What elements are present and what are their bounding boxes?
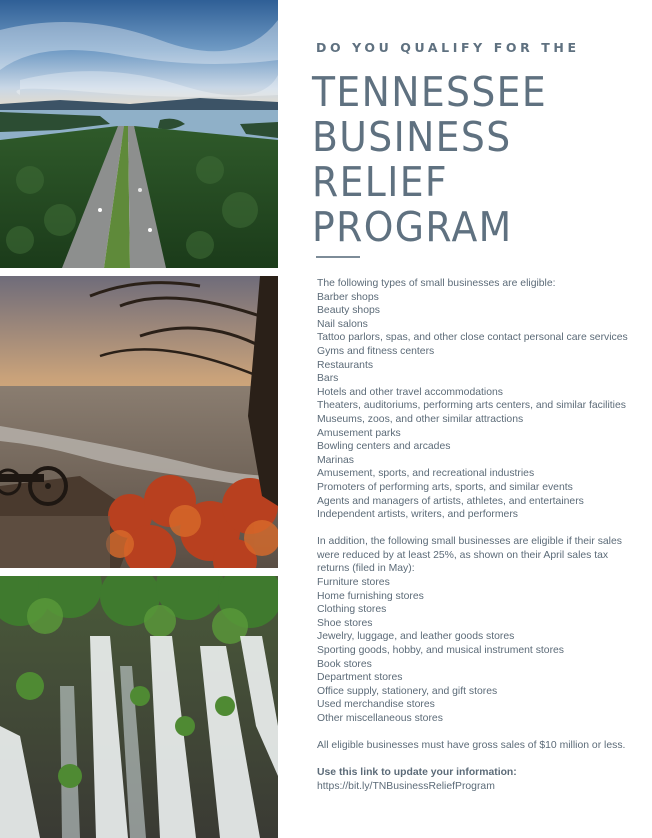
list-item: Beauty shops	[317, 305, 380, 317]
list-item: Agents and managers of artists, athletes, and entertainers	[317, 495, 584, 507]
list-item: Other miscellaneous stores	[317, 713, 443, 724]
list-item: Sporting goods, hobby, and musical instrument stores	[317, 645, 565, 657]
list-item: Clothing stores	[317, 604, 387, 616]
list-item: Amusement parks	[317, 427, 401, 439]
list-item: Book stores	[317, 658, 372, 670]
list-item: Restaurants	[317, 359, 374, 371]
list-item: Marinas	[317, 454, 354, 466]
list-item: Furniture stores	[317, 577, 390, 589]
relief-program-link[interactable]: https://bit.ly/TNBusinessReliefProgram	[317, 780, 495, 792]
list-item: Office supply, stationery, and gift stores	[317, 685, 498, 697]
list-item: Jewelry, luggage, and leather goods stores	[317, 631, 515, 643]
eligibility-body	[317, 277, 647, 794]
title-line: TENNESSEE	[312, 68, 548, 116]
list-item: Home furnishing stores	[317, 590, 424, 602]
link-label: Use this link to update your information:	[317, 767, 517, 779]
list-item: Independent artists, writers, and performers	[317, 509, 518, 521]
list-item: Bars	[317, 373, 339, 385]
list-item: Bowling centers and arcades	[317, 441, 451, 453]
list-item: Tattoo parlors, spas, and other close contact personal care services	[317, 332, 628, 344]
gross-sales-note: All eligible businesses must have gross sales of $10 million or less.	[317, 740, 626, 752]
waterfall-photo	[0, 576, 278, 838]
title-line: RELIEF	[312, 158, 449, 206]
eyebrow-heading: DO YOU QUALIFY FOR THE	[316, 40, 580, 55]
highway-aerial-photo	[0, 0, 278, 268]
list-item: Amusement, sports, and recreational industries	[317, 468, 535, 480]
section2-intro-line: In addition, the following small businesses are eligible if their sales	[317, 536, 622, 548]
title-line: PROGRAM	[312, 203, 513, 251]
program-title	[312, 70, 568, 250]
title-line: BUSINESS	[312, 113, 512, 161]
list-item: Hotels and other travel accommodations	[317, 386, 503, 398]
section1-intro: The following types of small businesses are eligible:	[317, 278, 556, 289]
overlook-sunset-photo	[0, 276, 278, 568]
list-item: Gyms and fitness centers	[317, 345, 435, 357]
list-item: Department stores	[317, 672, 403, 684]
list-item: Used merchandise stores	[317, 699, 435, 711]
list-item: Nail salons	[317, 318, 368, 330]
list-item: Museums, zoos, and other similar attractions	[317, 413, 524, 425]
list-item: Barber shops	[317, 291, 379, 303]
list-item: Shoe stores	[317, 617, 373, 629]
eligible-business-list	[317, 291, 647, 522]
list-item: Promoters of performing arts, sports, and similar events	[317, 481, 573, 493]
section2-intro-line: returns (filed in May):	[317, 563, 415, 575]
reduced-sales-business-list	[317, 576, 647, 726]
title-divider	[316, 256, 360, 258]
list-item: Theaters, auditoriums, performing arts centers, and similar facilities	[317, 400, 626, 412]
section2-intro-line: were reduced by at least 25%, as shown on their April sales tax	[317, 549, 609, 561]
